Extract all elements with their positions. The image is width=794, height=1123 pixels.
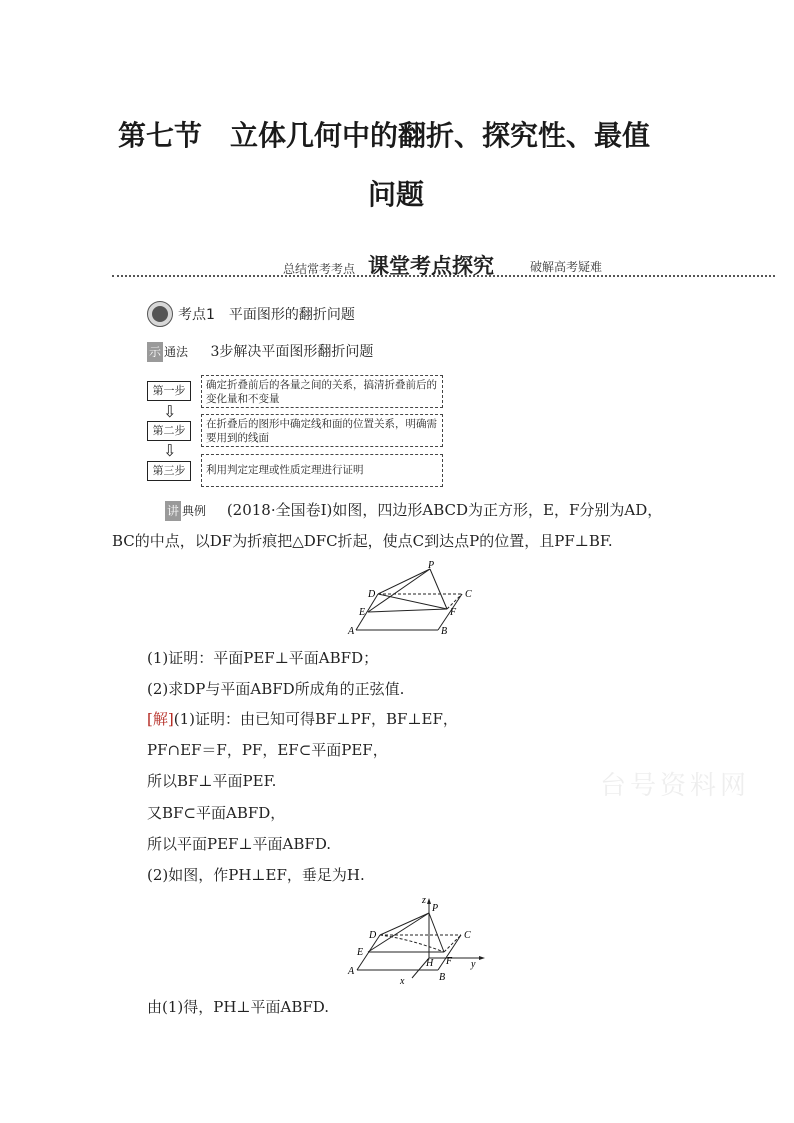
step-3-desc: 利用判定定理或性质定理进行证明 bbox=[201, 454, 443, 487]
watermark: 台号资料网 bbox=[600, 771, 751, 801]
down-arrow-icon: ⇩ bbox=[163, 402, 177, 421]
fig2-label-D: D bbox=[369, 930, 377, 941]
solution-bracket-open: [ bbox=[147, 710, 153, 728]
solution-bracket-close: ] bbox=[167, 710, 174, 728]
fig1-label-C: C bbox=[465, 589, 472, 600]
example-text-1: (2018·全国卷Ⅰ)如图，四边形ABCD为正方形，E，F分别为AD， bbox=[226, 501, 663, 519]
circle-bullet-icon bbox=[147, 301, 173, 327]
fig2-label-F: F bbox=[446, 956, 453, 967]
banner-left: 总结常考考点 bbox=[283, 262, 356, 276]
step-1-desc: 确定折叠前后的各量之间的关系，搞清折叠前后的变化量和不变量 bbox=[201, 375, 443, 408]
figure-folded-square bbox=[340, 560, 480, 642]
page-title-continuation: 问题 bbox=[368, 178, 425, 211]
solution-first-text: (1)证明：由已知可得BF⊥PF，BF⊥EF， bbox=[173, 710, 458, 728]
fig1-label-F: F bbox=[450, 607, 457, 618]
solution-line-4: 所以平面PEF⊥平面ABFD. bbox=[147, 835, 332, 853]
fig2-label-B: B bbox=[439, 972, 446, 983]
step-3-label: 第三步 bbox=[147, 461, 191, 481]
fig2-label-A: A bbox=[348, 966, 355, 977]
fig1-label-B: B bbox=[441, 626, 448, 637]
question-2: (2)求DP与平面ABFD所成角的正弦值. bbox=[147, 680, 405, 698]
y-axis-arrow-icon bbox=[479, 956, 485, 960]
example-paragraph-1 bbox=[165, 500, 662, 521]
method-tag: 示 bbox=[147, 342, 163, 362]
method-text: 3步解决平面图形翻折问题 bbox=[210, 344, 374, 360]
solution-line-1: PF∩EF＝F，PF，EF⊂平面PEF， bbox=[147, 741, 388, 759]
example-tag: 讲 bbox=[165, 501, 181, 521]
fig1-label-P: P bbox=[428, 560, 435, 571]
fig1-label-E: E bbox=[359, 607, 366, 618]
banner-title: 课堂考点探究 bbox=[368, 254, 494, 278]
banner-right: 破解高考疑难 bbox=[530, 260, 603, 274]
fig2-label-x: x bbox=[400, 976, 405, 987]
figure-coordinate-system bbox=[340, 893, 490, 988]
page-title: 第七节 立体几何中的翻折、探究性、最值 bbox=[118, 119, 651, 152]
z-axis-arrow-icon bbox=[427, 898, 431, 904]
down-arrow-icon: ⇩ bbox=[163, 441, 177, 460]
solution-line-5: (2)如图，作PH⊥EF，垂足为H. bbox=[147, 866, 365, 884]
question-1: (1)证明：平面PEF⊥平面ABFD； bbox=[147, 649, 379, 667]
solution-line-3: 又BF⊂平面ABFD， bbox=[147, 804, 286, 822]
solution-first-line bbox=[147, 709, 458, 729]
example-label: 典例 bbox=[182, 504, 207, 518]
method-heading bbox=[147, 342, 373, 362]
fig1-label-A: A bbox=[348, 626, 355, 637]
banner-divider bbox=[112, 275, 775, 277]
fig2-label-y: y bbox=[471, 959, 476, 970]
step-2-label: 第二步 bbox=[147, 421, 191, 441]
fig1-label-D: D bbox=[368, 589, 376, 600]
fig2-label-z: z bbox=[422, 895, 426, 906]
solution-line-2: 所以BF⊥平面PEF. bbox=[147, 772, 277, 790]
fig2-label-C: C bbox=[464, 930, 471, 941]
solution-word: 解 bbox=[152, 710, 168, 728]
step-1-label: 第一步 bbox=[147, 381, 191, 401]
method-label: 通法 bbox=[164, 345, 189, 359]
fig2-label-E: E bbox=[357, 947, 364, 958]
solution-last-line: 由(1)得，PH⊥平面ABFD. bbox=[147, 998, 330, 1016]
example-text-2: BC的中点，以DF为折痕把△DFC折起，使点C到达点P的位置，且PF⊥BF. bbox=[112, 532, 613, 550]
section-heading: 考点1 平面图形的翻折问题 bbox=[178, 307, 355, 323]
fig2-label-H: H bbox=[426, 958, 434, 969]
step-2-desc: 在折叠后的图形中确定线和面的位置关系，明确需要用到的线面 bbox=[201, 414, 443, 447]
fig2-label-P: P bbox=[432, 903, 439, 914]
